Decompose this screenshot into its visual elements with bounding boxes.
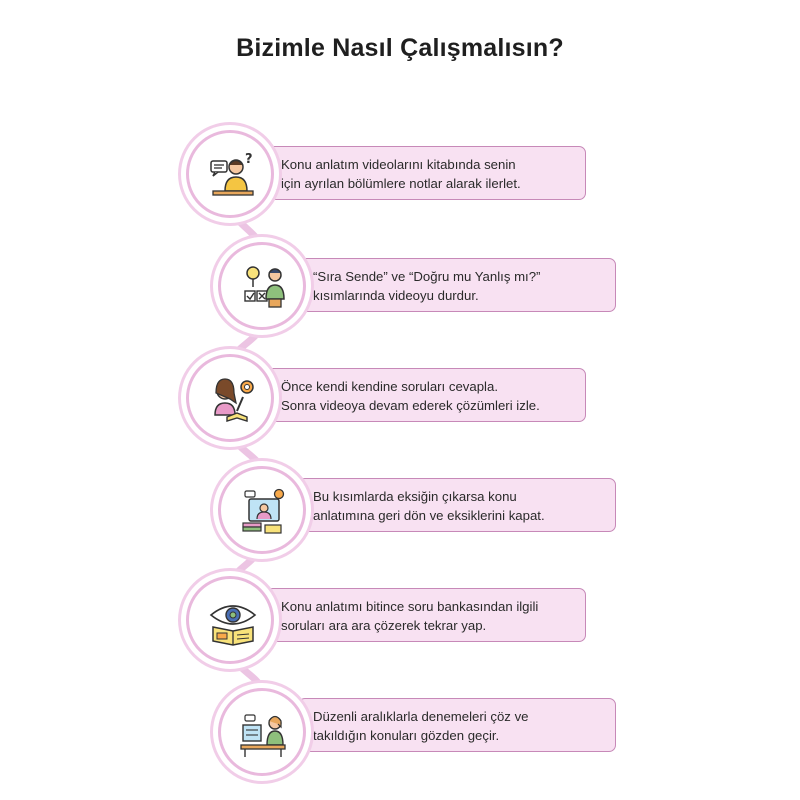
step-4-icon-circle <box>218 466 306 554</box>
step-6-line-2: takıldığın konuları gözden geçir. <box>313 728 500 743</box>
step-1-line-2: için ayrılan bölümlere notlar alarak ilerlet. <box>281 176 521 191</box>
step-3-line-2: Sonra videoya devam ederek çözümleri izle. <box>281 398 540 413</box>
step-1-card <box>266 146 586 200</box>
step-3-card <box>266 368 586 422</box>
step-5-card <box>266 588 586 642</box>
eye-book-icon <box>203 593 263 653</box>
student-desk-icon <box>235 705 295 765</box>
student-reading-icon <box>203 371 263 431</box>
step-2-line-2: kısımlarında videoyu durdur. <box>313 288 479 303</box>
step-2-card <box>298 258 616 312</box>
step-3-line-1: Önce kendi kendine soruları cevapla. <box>281 379 498 394</box>
step-5-line-1: Konu anlatımı bitince soru bankasından ilgili <box>281 599 539 614</box>
page-title: Bizimle Nasıl Çalışmalısın? <box>236 34 564 62</box>
step-4-line-1: Bu kısımlarda eksiğin çıkarsa konu <box>313 489 517 504</box>
step-6-card <box>298 698 616 752</box>
step-2-line-1: “Sıra Sende” ve “Doğru mu Yanlış mı?” <box>313 269 541 284</box>
online-lesson-icon <box>235 483 295 543</box>
step-5-icon-circle <box>186 576 274 664</box>
student-question-icon <box>203 147 263 207</box>
svg-text:?: ? <box>245 152 253 167</box>
step-1-icon-circle <box>186 130 274 218</box>
step-2-icon-circle <box>218 242 306 330</box>
step-1-line-1: Konu anlatım videolarını kitabında senin <box>281 157 516 172</box>
step-6-line-1: Düzenli aralıklarla denemeleri çöz ve <box>313 709 529 724</box>
step-4-line-2: anlatımına geri dön ve eksiklerini kapat. <box>313 508 545 523</box>
step-4-card <box>298 478 616 532</box>
quiz-teacher-icon <box>235 259 295 319</box>
step-6-icon-circle <box>218 688 306 776</box>
step-5-line-2: soruları ara ara çözerek tekrar yap. <box>281 618 487 633</box>
step-3-icon-circle <box>186 354 274 442</box>
